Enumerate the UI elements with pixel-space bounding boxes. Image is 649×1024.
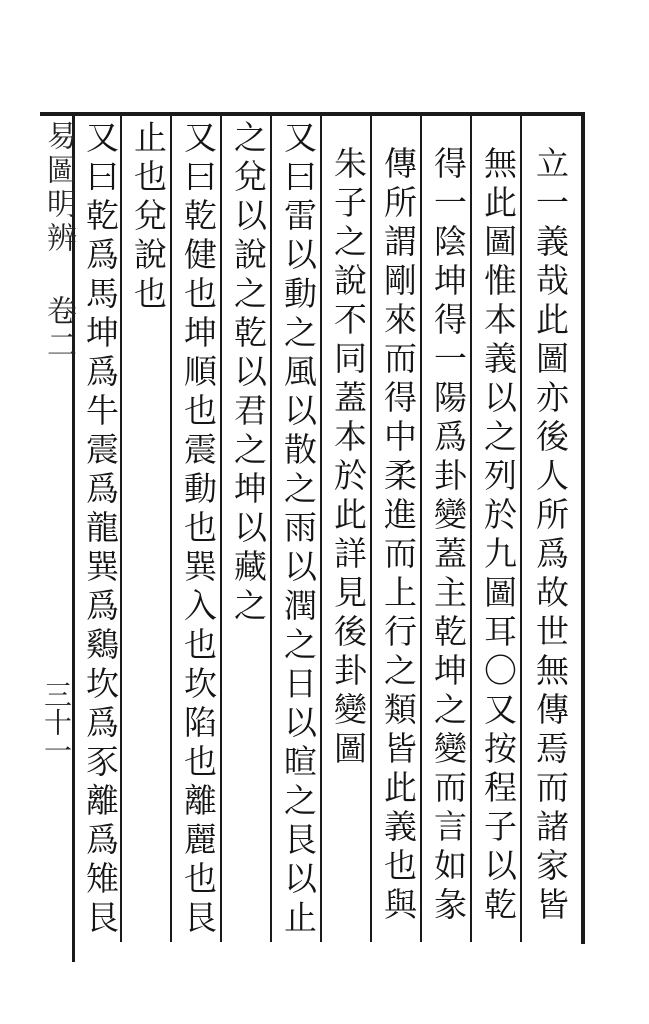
column-separator [520,116,522,942]
text-column-10: 又曰乾爲馬坤爲牛震爲龍巽爲鷄坎爲豕離爲雉艮 [81,120,120,939]
text-column-4: 傳所謂剛來而得中柔進而上行之類皆此義也與 [379,146,418,926]
column-separator [170,116,172,942]
text-column-1: 立一義哉此圖亦後人所爲故世無傳焉而諸家皆 [531,146,570,926]
column-separator [270,116,272,942]
text-column-9: 止也兌說也 [129,120,168,315]
text-column-3: 得一陰坤得一陽爲卦變蓋主乾坤之變而言如彖 [429,146,468,926]
column-separator [320,116,322,942]
right-border-rule [581,112,585,944]
margin-book-title: 易圖明辨 卷二 [41,120,76,363]
column-separator [370,116,372,942]
text-column-8: 又曰乾健也坤順也震動也巽入也坎陷也離麗也艮 [179,120,218,939]
text-column-2: 無此圖惟本義以之列於九圖耳〇又按程子以乾 [479,146,518,926]
column-separator [120,116,122,942]
page-number: 三十一 [40,680,73,764]
text-column-6: 又曰雷以動之風以散之雨以潤之日以暄之艮以止 [279,120,318,939]
column-separator [470,116,472,942]
top-border-rule [40,112,585,116]
text-column-7: 之兌以說之乾以君之坤以藏之 [229,120,268,627]
column-separator [220,116,222,942]
column-separator [420,116,422,942]
text-column-5: 朱子之說不同蓋本於此詳見後卦變圖 [329,146,368,770]
